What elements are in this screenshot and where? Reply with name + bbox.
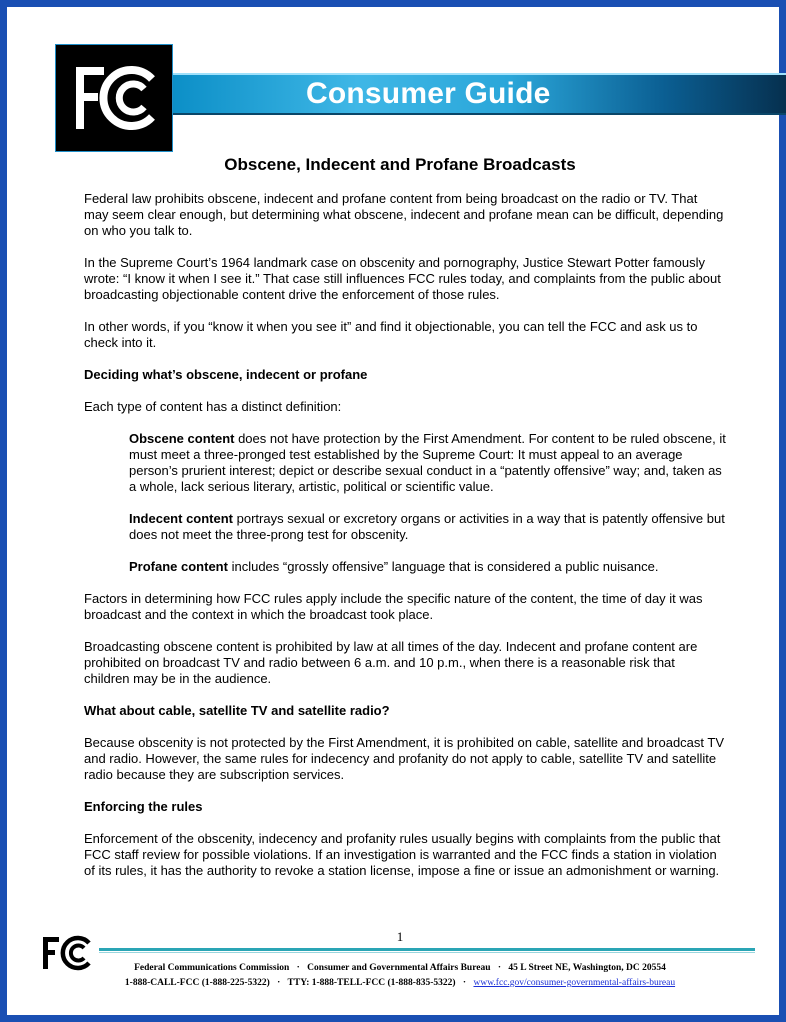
fcc-logo-icon [56, 45, 172, 151]
definition-term: Profane content [129, 559, 228, 574]
footer-contact-line [7, 978, 786, 988]
footer-phone: 1-888-CALL-FCC (1-888-225-5322) [124, 978, 270, 988]
paragraph: In other words, if you “know it when you see it” and find it objectionable, you can tell the FCC and ask us to check into it. [84, 319, 698, 350]
paragraph: Broadcasting obscene content is prohibited by law at all times of the day. Indecent and profane content are prohibited on broadcast TV and radio between 6 a.m. and 10 p.m., when there is a reasonable risk that children may be in the audience. [84, 639, 698, 686]
fcc-logo [55, 44, 173, 152]
footer-org: Federal Communications Commission [134, 963, 290, 973]
definition-text: portrays sexual or excretory organs or activities in a way that is patently offensive but does not meet the three-prong test for obscenity. [129, 511, 725, 542]
section-heading: What about cable, satellite TV and satellite radio? [84, 703, 390, 718]
footer-separator: · [277, 978, 281, 988]
footer-separator: · [296, 963, 300, 973]
paragraph: Each type of content has a distinct definition: [84, 399, 342, 414]
document-body [84, 191, 724, 895]
banner-title: Consumer Guide [306, 77, 551, 110]
footer-url-link[interactable]: www.fcc.gov/consumer-governmental-affairs-bureau [473, 978, 676, 988]
paragraph: Enforcement of the obscenity, indecency and profanity rules usually begins with complaints from the public that FCC staff review for possible violations. If an investigation is warranted and the FCC finds a station in violation of its rules, it has the authority to revoke a station license, impose a fine or issue an admonishment or warning. [84, 831, 721, 878]
definition-profane [129, 559, 732, 575]
footer-separator: · [497, 963, 502, 973]
footer-separator: · [462, 978, 467, 988]
paragraph: Factors in determining how FCC rules apply include the specific nature of the content, the time of day it was broadcast and the context in which the broadcast took place. [84, 591, 703, 622]
definition-text: includes “grossly offensive” language that is considered a public nuisance. [227, 559, 659, 574]
definition-text: does not have protection by the First Amendment. For content to be ruled obscene, it must meet a three-pronged test established by the Supreme Court: It must appeal to an average person’s prurient interest; depict or describe sexual conduct in a “patently offensive” way; and, taken as a whole, lack serious literary, artistic, political or scientific value. [129, 431, 726, 494]
definition-term: Obscene content [129, 431, 235, 446]
section-heading: Deciding what’s obscene, indecent or profane [84, 367, 368, 382]
document-title: Obscene, Indecent and Profane Broadcasts [224, 155, 576, 174]
footer-address-line [7, 963, 786, 973]
footer-rule [99, 948, 755, 951]
footer-tty: TTY: 1-888-TELL-FCC (1-888-835-5322) [287, 978, 456, 988]
paragraph: In the Supreme Court’s 1964 landmark case on obscenity and pornography, Justice Stewart Potter famously wrote: “I know it when I see it.” That case still influences FCC rules today, and complaints from the public about broadcasting objectionable content drive the enforcement of those rules. [84, 255, 721, 302]
footer-bureau: Consumer and Governmental Affairs Bureau [307, 963, 491, 973]
definition-term: Indecent content [129, 511, 234, 526]
definition-obscene [129, 431, 732, 495]
consumer-guide-banner [173, 73, 786, 115]
footer-rule-thin [99, 952, 755, 953]
footer-address: 45 L Street NE, Washington, DC 20554 [508, 963, 666, 973]
paragraph: Because obscenity is not protected by the First Amendment, it is prohibited on cable, satellite and broadcast TV and radio. However, the same rules for indecency and profanity do not apply to cable, satellite TV and satellite radio because they are subscription services. [84, 735, 725, 782]
paragraph: Federal law prohibits obscene, indecent and profane content from being broadcast on the radio or TV. That may seem clear enough, but determining what obscene, indecent and profane mean can be difficult, depending on who you talk to. [84, 191, 724, 238]
page-number: 1 [396, 929, 404, 944]
definition-indecent [129, 511, 732, 543]
section-heading: Enforcing the rules [84, 799, 203, 814]
